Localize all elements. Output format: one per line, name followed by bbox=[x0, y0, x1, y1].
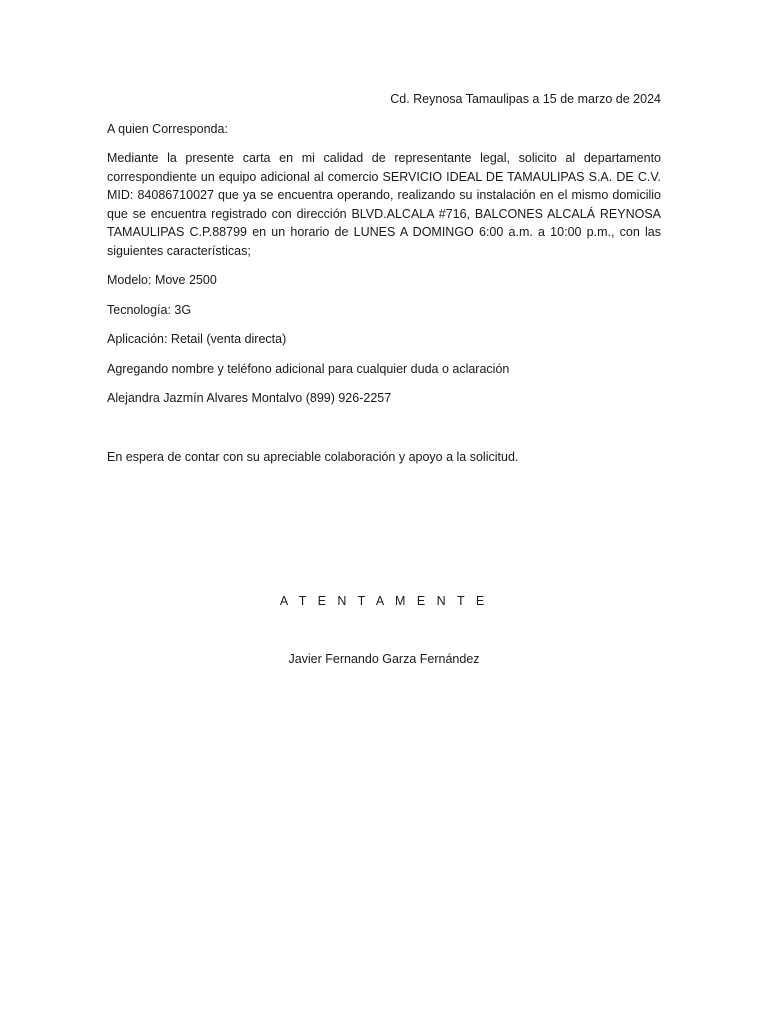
additional-contact-intro: Agregando nombre y teléfono adicional para cualquier duda o aclaración bbox=[107, 361, 510, 376]
additional-contact: Alejandra Jazmín Alvares Montalvo (899) 926-2257 bbox=[107, 391, 392, 405]
spec-technology: Tecnología: 3G bbox=[107, 302, 192, 317]
spacer bbox=[107, 419, 661, 448]
signer-name: Javier Fernando Garza Fernández bbox=[288, 652, 480, 666]
spec-application: Aplicación: Retail (venta directa) bbox=[107, 332, 287, 346]
body-paragraph: Mediante la presente carta en mi calidad de representante legal, solicito al departamento correspondiente un equipo adicional al comercio SERVICIO IDEAL DE TAMAULIPAS S.A. DE C.V. MID: 84086710027 que ya se encuentra operando, realizando su instalación en el mismo domicilio que se encuentra registrado con dirección BLVD.ALCALA #716, BALCONES ALCALÁ REYNOSA TAMAULIPAS C.P.88799 en un horario de LUNES A DOMINGO 6:00 a.m. a 10:00 p.m., con las siguientes características; bbox=[107, 151, 661, 258]
salutation: A quien Corresponda: bbox=[107, 121, 228, 136]
closing-paragraph: En espera de contar con su apreciable colaboración y apoyo a la solicitud. bbox=[107, 449, 519, 464]
spec-model: Modelo: Move 2500 bbox=[107, 273, 217, 287]
date-line: Cd. Reynosa Tamaulipas a 15 de marzo de 2024 bbox=[390, 92, 661, 106]
letter-content bbox=[107, 90, 661, 477]
farewell: A T E N T A M E N T E bbox=[279, 594, 489, 608]
